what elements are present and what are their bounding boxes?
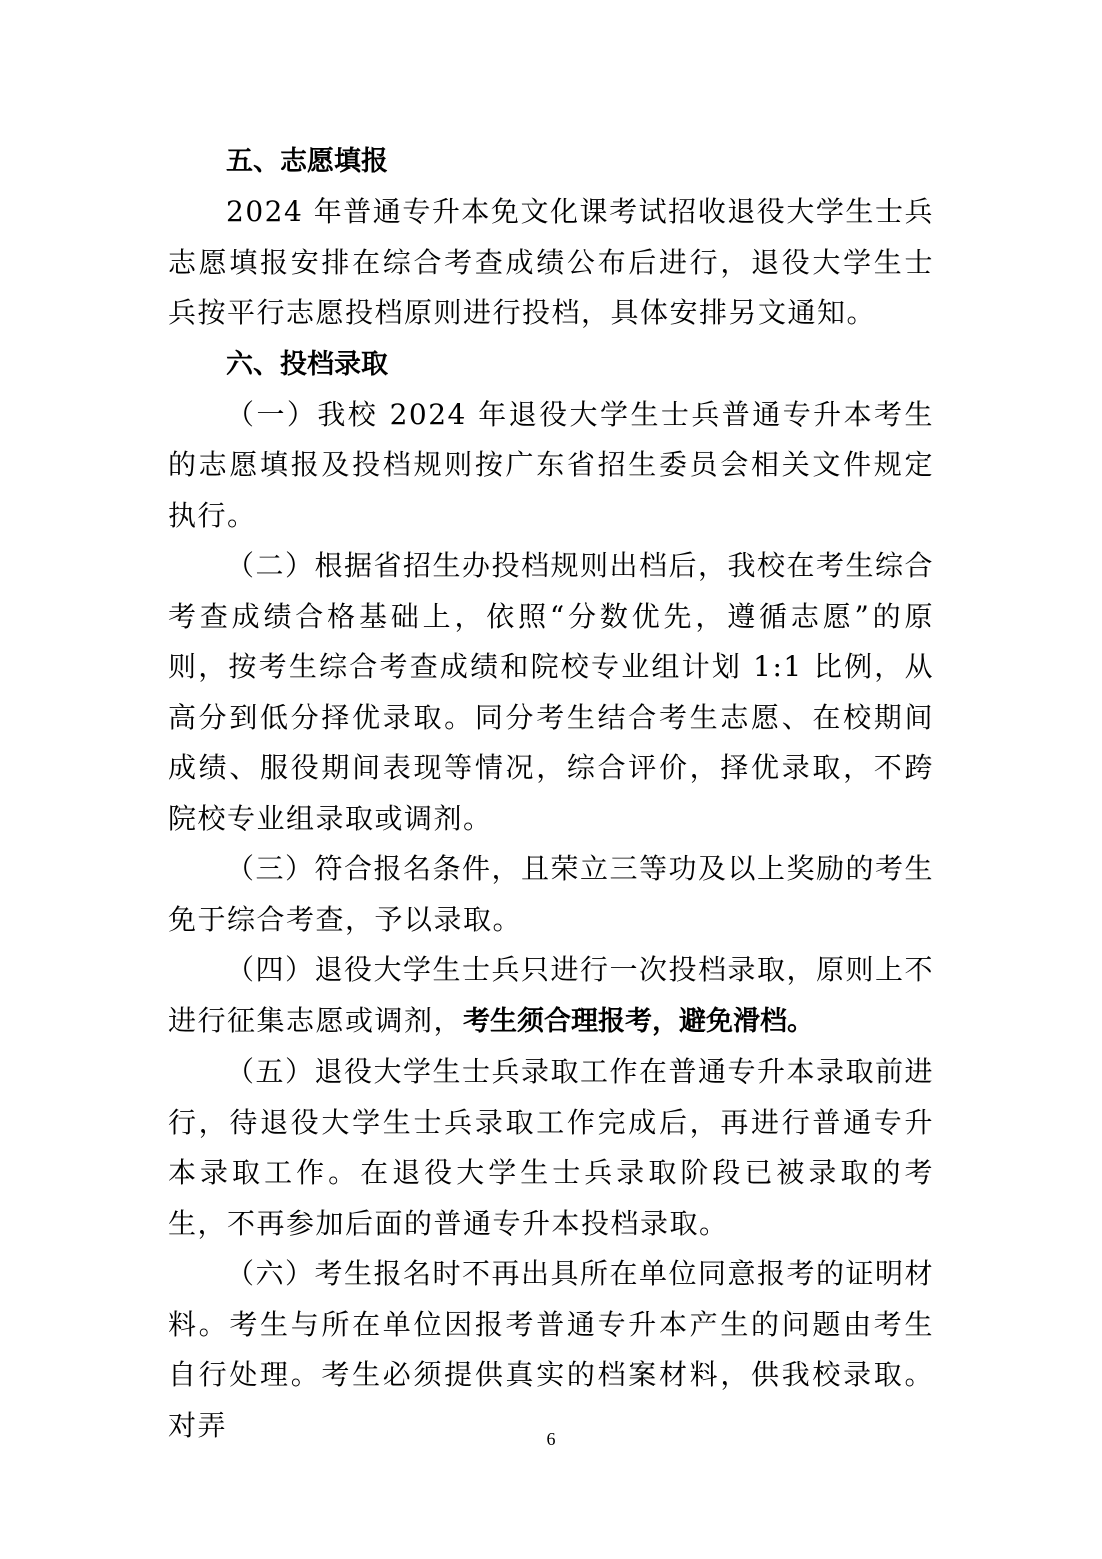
- paragraph-toudang-5: （五）退役大学生士兵录取工作在普通专升本录取前进行，待退役大学生士兵录取工作完成后，再进行普通专升本录取工作。在退役大学生士兵录取阶段已被录取的考生，不再参加后面的普通专升本投档录取。: [168, 1055, 935, 1240]
- paragraph-toudang-4-text: （四）退役大学生士兵只进行一次投档录取，原则上不进行征集志愿或调剂，: [168, 953, 935, 1037]
- paragraph-toudang-6: （六）考生报名时不再出具所在单位同意报考的证明材料。考生与所在单位因报考普通专升本产生的问题由考生自行处理。考生必须提供真实的档案材料，供我校录取。对弄: [168, 1257, 935, 1442]
- paragraph-toudang-2: （二）根据省招生办投档规则出档后，我校在考生综合考查成绩合格基础上，依照“分数优先，遵循志愿”的原则，按考生综合考查成绩和院校专业组计划 1:1 比例，从高分到低分择优录取。同分考生结合考生志愿、在校期间成绩、服役期间表现等情况，综合评价，择优录取，不跨院校专业组录取或调剂。: [168, 549, 935, 835]
- paragraph-zhiyuan: 2024 年普通专升本免文化课考试招收退役大学生士兵志愿填报安排在综合考查成绩公布后进行，退役大学生士兵按平行志愿投档原则进行投档，具体安排另文通知。: [168, 195, 934, 329]
- page-number: 6: [546, 1429, 556, 1449]
- paragraph-toudang-4-emphasis: 考生须合理报考，避免滑档。: [463, 1005, 815, 1037]
- document-body: [168, 136, 934, 1451]
- paragraph-toudang-1: （一）我校 2024 年退役大学生士兵普通专升本考生的志愿填报及投档规则按广东省招生委员会相关文件规定执行。: [168, 397, 934, 532]
- paragraph-toudang-4: [168, 945, 934, 1047]
- section-heading-toudang: 六、投档录取: [226, 348, 388, 380]
- section-heading-zhiyuan: 五、志愿填报: [226, 146, 388, 177]
- paragraph-toudang-3: （三）符合报名条件，且荣立三等功及以上奖励的考生免于综合考查，予以录取。: [168, 852, 935, 936]
